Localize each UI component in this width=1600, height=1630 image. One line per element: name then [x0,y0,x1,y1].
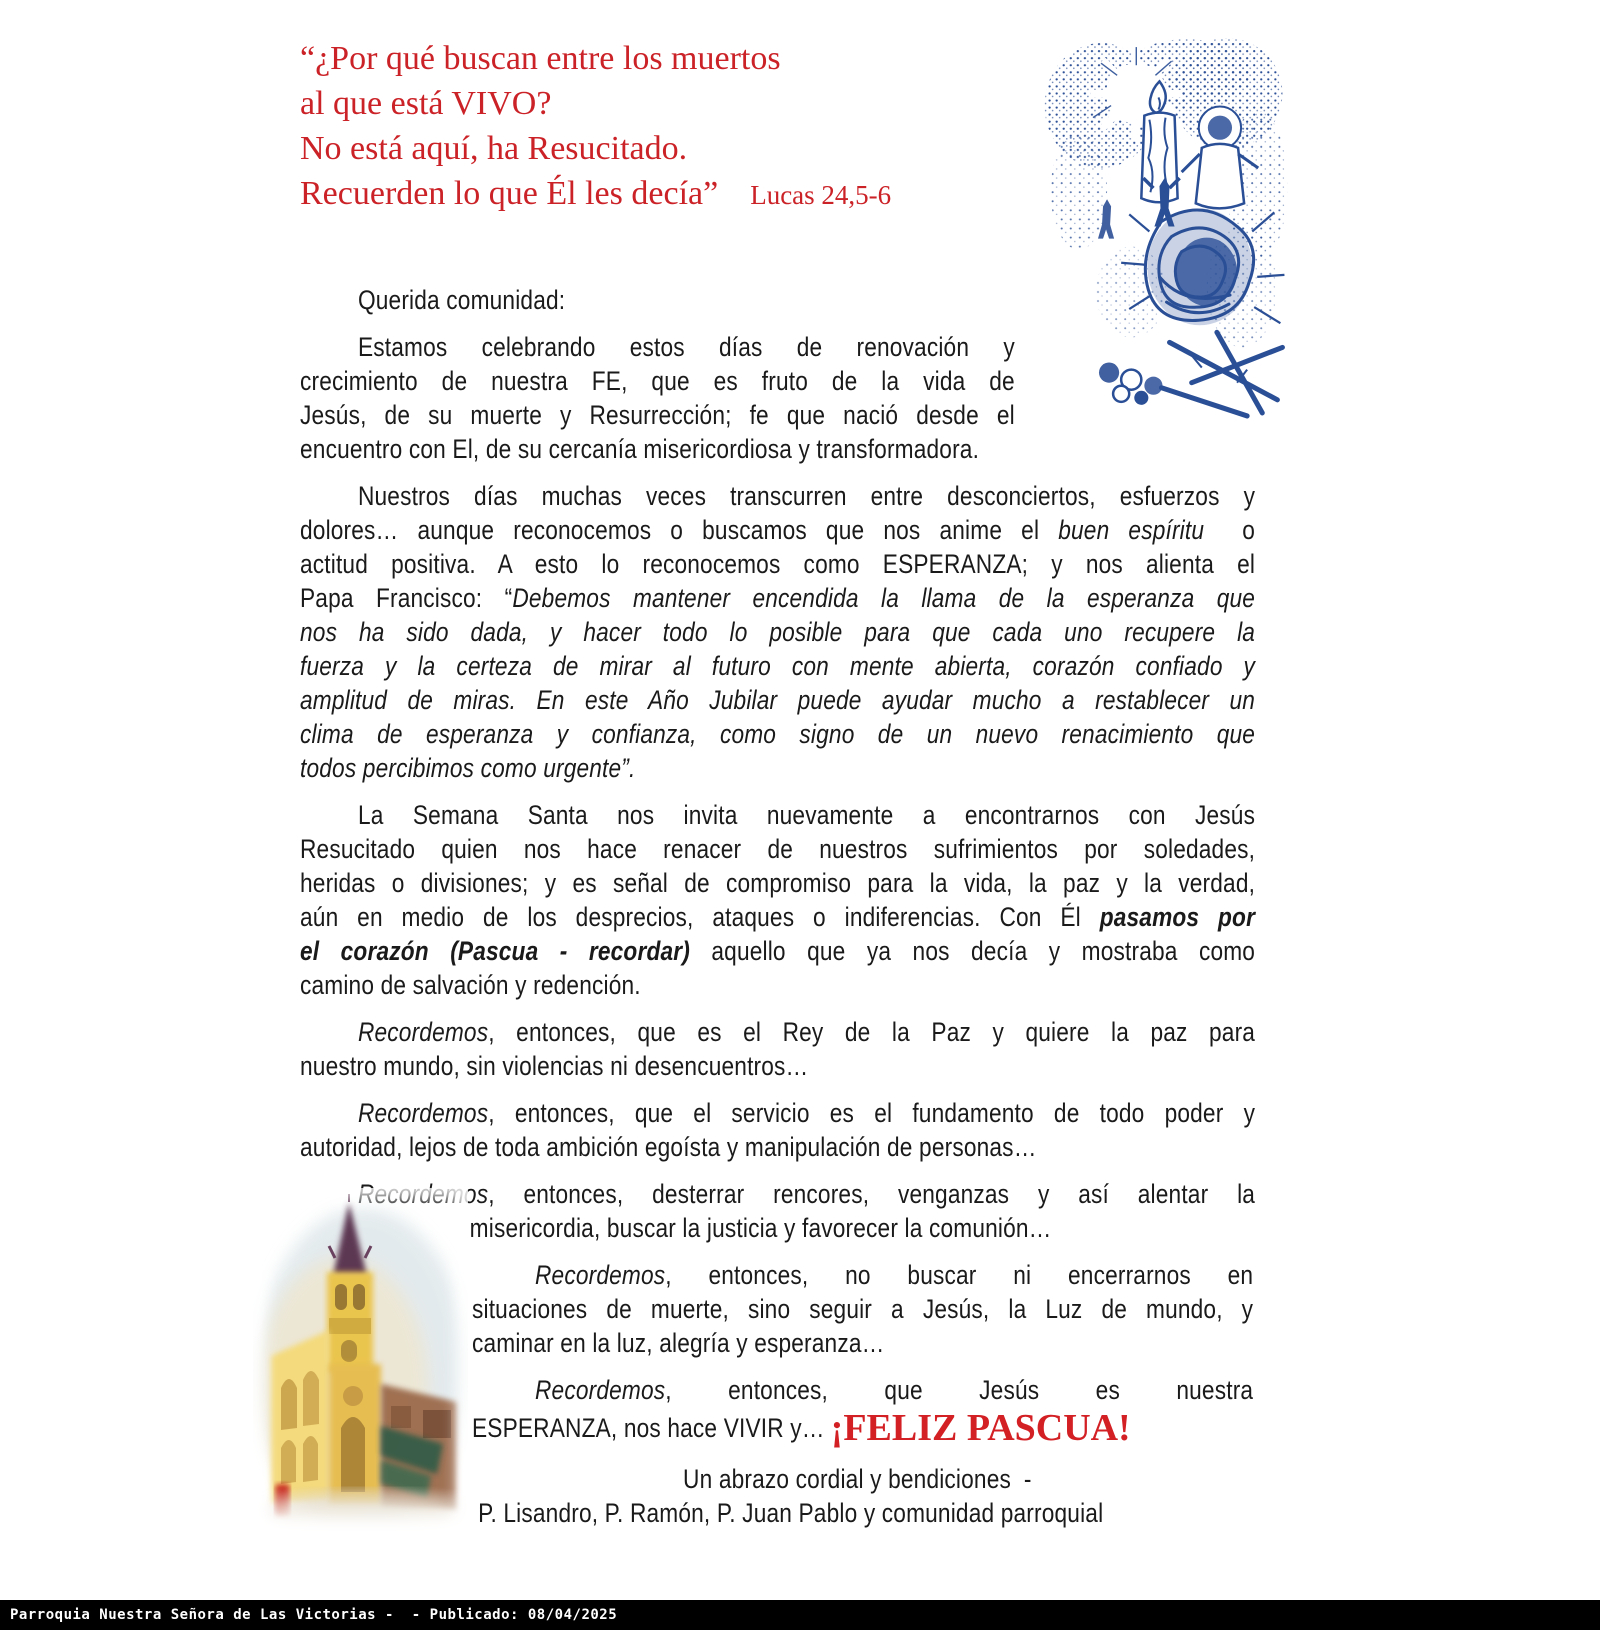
text-line [300,683,1255,717]
text-run: dolores… aunque reconocemos o buscamos que nos anime el [300,515,1059,545]
text-run: Nuestros días muchas veces transcurren entre desconciertos, esfuerzos y [357,481,1256,511]
text-run: fuerza y la certeza de mirar al futuro con mente abierta, corazón confiado y [300,651,1256,681]
text-run: heridas o divisiones; y es señal de compromiso para la vida, la paz y la verdad, [300,868,1256,898]
text-run: Recordemos [535,1260,666,1290]
text-line [300,1049,1255,1083]
paragraph-0 [300,283,1255,317]
text-run: camino de salvación y redención. [300,970,641,1000]
paragraph-7 [472,1258,1253,1360]
text-line [300,432,1255,466]
text-run: , entonces, que el servicio es el fundamento de todo poder y [488,1098,1256,1128]
paragraph-1 [300,330,1255,466]
text-run: , entonces, no buscar ni encerrarnos en [665,1260,1254,1290]
quote-line: No está aquí, ha Resucitado. [300,130,688,167]
church-watercolor-image [253,1188,468,1533]
paragraph-5 [300,1096,1255,1164]
text-run: Papa Francisco: “ [300,583,513,613]
text-line [472,1258,1253,1292]
text-line [300,832,1255,866]
text-run: encuentro con El, de su cercanía misericordiosa y transformadora. [300,434,980,464]
text-run: Recordemos [535,1375,666,1405]
text-run: nos ha sido dada, y hacer todo lo posible para que cada uno recupere la [300,617,1256,647]
text-line [300,649,1255,683]
text-run: , entonces, desterrar rencores, venganzas y así alentar la [488,1179,1256,1209]
text-run: nuestro mundo, sin violencias ni desencuentros… [300,1051,809,1081]
text-run: Resucitado quien nos hace renacer de nuestros sufrimientos por soledades, [300,834,1256,864]
text-run: , entonces, que es el Rey de la Paz y quiere la paz para [488,1017,1256,1047]
text-run: crecimiento de nuestra FE, que es fruto de la vida de [300,366,1015,396]
paragraph-8 [472,1373,1253,1449]
text-line [300,900,1255,934]
text-line [472,1407,1253,1449]
text-run: clima de esperanza y confianza, como signo de un nuevo renacimiento que [300,719,1256,749]
text-run: Recordemos [357,1179,489,1209]
text-run: amplitud de miras. En este Año Jubilar puede ayudar mucho a restablecer un [300,685,1256,715]
text-line [300,283,1255,317]
text-line [300,581,1255,615]
feliz-pascua-text: ¡FELIZ PASCUA! [831,1407,1132,1449]
text-line [300,866,1255,900]
text-line [472,1326,1253,1360]
scripture-quote [300,36,1060,218]
text-line [300,1096,1255,1130]
verse-reference: Lucas 24,5-6 [750,180,892,210]
text-run: Estamos celebrando estos días de renovación y [357,332,1015,362]
text-line [300,513,1255,547]
text-run: Recordemos [357,1098,489,1128]
text-line [300,717,1255,751]
footer-bar [0,1600,1600,1630]
text-run: actitud positiva. A esto lo reconocemos como ESPERANZA; y nos alienta el [300,549,1256,579]
text-run: caminar en la luz, alegría y esperanza… [472,1328,885,1358]
text-line [300,968,1255,1002]
text-run: La Semana Santa nos invita nuevamente a encontrarnos con Jesús [357,800,1256,830]
footer-text: Parroquia Nuestra Señora de Las Victorias - - Publicado: 08/04/2025 [10,1607,618,1623]
paragraph-4 [300,1015,1255,1083]
text-line [300,547,1255,581]
text-run: Querida comunidad: [357,285,566,315]
text-line [300,398,1015,432]
text-run: ESPERANZA, nos hace VIVIR y… [472,1413,832,1443]
text-run: Debemos mantener encendida la llama de la esperanza que [512,583,1256,613]
text-run: o [1204,515,1256,545]
text-line [472,1292,1253,1326]
letter-body [300,283,1450,1543]
text-line [300,615,1255,649]
text-run: misericordia, buscar la justicia y favorecer la comunión… [469,1213,1052,1243]
paragraph-2 [300,479,1255,785]
quote-line: al que está VIVO? [300,85,552,122]
quote-line: Recuerden lo que Él les decía” Lucas 24,5-6 [300,175,892,212]
text-line [300,1130,1255,1164]
church-watercolor [253,1188,468,1533]
quote-line: “¿Por qué buscan entre los muertos [300,40,781,77]
text-line [300,1015,1255,1049]
text-run: Un abrazo cordial y bendiciones - [683,1464,1032,1494]
text-run: Recordemos [357,1017,489,1047]
text-line [472,1373,1253,1407]
text-run: situaciones de muerte, sino seguir a Jesús, la Luz de mundo, y [472,1294,1254,1324]
paragraph-3 [300,798,1255,1002]
text-run: pasamos por [1099,902,1256,932]
text-line [300,934,1255,968]
text-run: P. Lisandro, P. Ramón, P. Juan Pablo y comunidad parroquial [478,1498,1104,1528]
text-run: autoridad, lejos de toda ambición egoísta y manipulación de personas… [300,1132,1037,1162]
text-run: aquello que ya nos decía y mostraba como [689,936,1256,966]
text-run: aún en medio de los desprecios, ataques o indiferencias. Con Él [300,902,1100,932]
text-line [300,364,1015,398]
text-line [300,479,1255,513]
text-run: buen espíritu [1058,515,1205,545]
text-run: el corazón (Pascua - recordar) [300,936,690,966]
text-line [300,751,1255,785]
text-line [300,798,1255,832]
text-line [300,330,1015,364]
text-run: Jesús, de su muerte y Resurrección; fe que nació desde el [300,400,1015,430]
text-run: todos percibimos como urgente”. [300,753,636,783]
text-run: , entonces, que Jesús es nuestra [665,1375,1254,1405]
